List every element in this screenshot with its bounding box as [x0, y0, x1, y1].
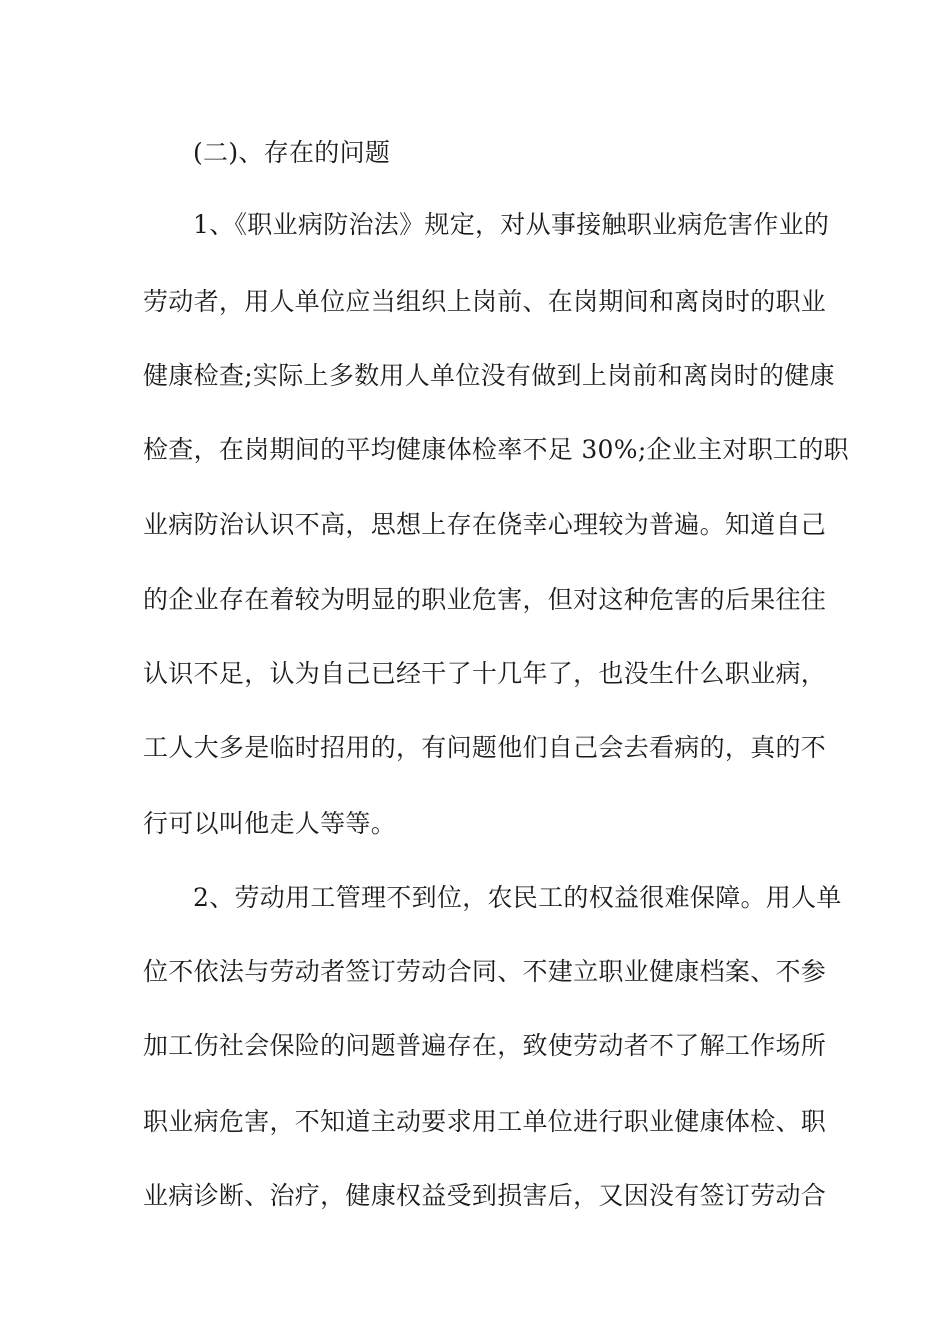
- paragraph-1-line-3: 健康检查;实际上多数用人单位没有做到上岗前和离岗时的健康: [143, 361, 835, 390]
- paragraph-2-line-2: 位不依法与劳动者签订劳动合同、不建立职业健康档案、不参: [143, 957, 827, 986]
- paragraph-1-line-2: 劳动者，用人单位应当组织上岗前、在岗期间和离岗时的职业: [143, 287, 827, 316]
- paragraph-1-line-9: 行可以叫他走人等等。: [143, 809, 397, 838]
- paragraph-1-line-5: 业病防治认识不高，思想上存在侥幸心理较为普遍。知道自己: [143, 510, 827, 539]
- paragraph-2-line-1: 2、劳动用工管理不到位，农民工的权益很难保障。用人单: [193, 883, 842, 912]
- paragraph-1-line-1: 1、《职业病防治法》规定，对从事接触职业病危害作业的: [193, 210, 830, 239]
- section-heading: (二)、存在的问题: [193, 138, 391, 167]
- paragraph-1-line-6: 的企业存在着较为明显的职业危害，但对这种危害的后果往往: [143, 585, 827, 614]
- paragraph-1-line-4: 检查，在岗期间的平均健康体检率不足 30%;企业主对职工的职: [143, 435, 849, 464]
- paragraph-2-line-4: 职业病危害，不知道主动要求用工单位进行职业健康体检、职: [143, 1107, 827, 1136]
- paragraph-2-line-3: 加工伤社会保险的问题普遍存在，致使劳动者不了解工作场所: [143, 1031, 827, 1060]
- paragraph-1-line-7: 认识不足，认为自己已经干了十几年了，也没生什么职业病，: [143, 659, 827, 688]
- paragraph-2-line-5: 业病诊断、治疗，健康权益受到损害后，又因没有签订劳动合: [143, 1181, 827, 1210]
- paragraph-1-line-8: 工人大多是临时招用的，有问题他们自己会去看病的，真的不: [143, 733, 827, 762]
